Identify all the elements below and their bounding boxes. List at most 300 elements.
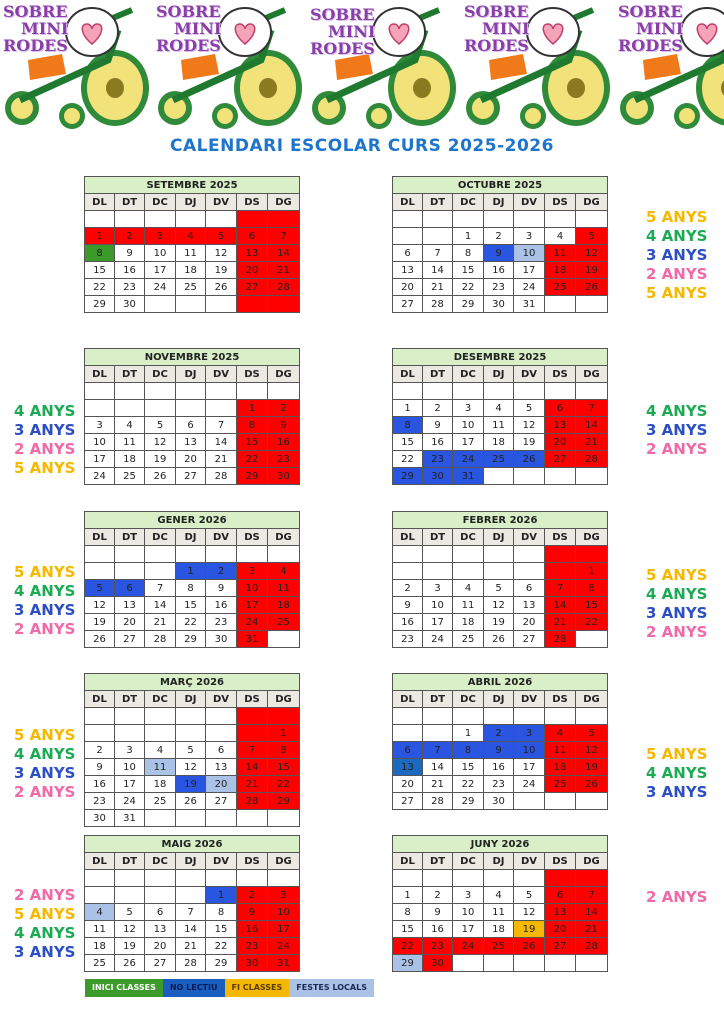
day-cell: 10: [514, 742, 545, 759]
weekday-header: DT: [423, 691, 453, 708]
weekday-header: DS: [237, 691, 268, 708]
day-cell: 28: [423, 793, 453, 810]
day-cell: 19: [484, 614, 514, 631]
day-cell: 17: [514, 262, 545, 279]
day-cell: 13: [206, 759, 237, 776]
day-cell: 3: [115, 742, 145, 759]
day-cell: [237, 211, 268, 228]
logo-tile: [461, 0, 611, 132]
day-cell: 12: [85, 597, 115, 614]
day-cell: [453, 546, 484, 563]
day-cell: 6: [206, 742, 237, 759]
day-cell: 11: [545, 245, 576, 262]
day-cell: [145, 383, 176, 400]
day-cell: [423, 870, 453, 887]
page-title: CALENDARI ESCOLAR CURS 2025-2026: [170, 136, 554, 156]
day-cell: [85, 725, 115, 742]
day-cell: 20: [514, 614, 545, 631]
day-cell: 21: [576, 434, 608, 451]
age-group-label: 5 ANYS: [14, 563, 76, 581]
weekday-header: DC: [453, 691, 484, 708]
age-group-label: 2 ANYS: [14, 886, 76, 904]
day-cell: [145, 725, 176, 742]
weekday-header: DG: [268, 366, 300, 383]
age-group-label: 4 ANYS: [646, 585, 708, 603]
age-group-label: 5 ANYS: [646, 208, 708, 226]
age-group-label: 2 ANYS: [14, 440, 76, 458]
day-cell: 27: [176, 468, 206, 485]
day-cell: [545, 296, 576, 313]
weekday-header: DL: [85, 691, 115, 708]
day-cell: 18: [545, 759, 576, 776]
age-group-label: 3 ANYS: [646, 246, 708, 264]
day-cell: 6: [393, 742, 423, 759]
age-group-label: 3 ANYS: [646, 604, 708, 622]
month-calendar: [84, 835, 300, 972]
day-cell: [206, 211, 237, 228]
day-cell: 23: [423, 451, 453, 468]
day-cell: [423, 563, 453, 580]
day-cell: 26: [514, 938, 545, 955]
day-cell: [514, 955, 545, 972]
logo-text-line: MINI: [636, 19, 684, 38]
day-cell: 4: [145, 742, 176, 759]
day-cell: 12: [576, 245, 608, 262]
day-cell: [514, 870, 545, 887]
day-cell: 7: [576, 400, 608, 417]
day-cell: 13: [145, 921, 176, 938]
day-cell: 28: [576, 938, 608, 955]
day-cell: 2: [85, 742, 115, 759]
day-cell: [237, 810, 268, 827]
weekday-header: DL: [393, 194, 423, 211]
logo-text-line: MINI: [21, 19, 69, 38]
day-cell: [576, 708, 608, 725]
age-group-list: [14, 402, 76, 478]
logo-text: [310, 6, 375, 57]
month-title: FEBRER 2026: [393, 512, 608, 529]
day-cell: 13: [545, 417, 576, 434]
day-cell: 20: [545, 921, 576, 938]
month-title: JUNY 2026: [393, 836, 608, 853]
day-cell: 25: [268, 614, 300, 631]
day-cell: 2: [268, 400, 300, 417]
weekday-header: DJ: [484, 194, 514, 211]
month-calendar: [392, 348, 608, 485]
day-cell: 24: [514, 776, 545, 793]
weekday-header: DC: [145, 691, 176, 708]
day-cell: 23: [115, 279, 145, 296]
month-title: GENER 2026: [85, 512, 300, 529]
day-cell: [268, 211, 300, 228]
day-cell: [85, 546, 115, 563]
day-cell: 8: [237, 417, 268, 434]
day-cell: 25: [115, 468, 145, 485]
day-cell: 12: [576, 742, 608, 759]
day-cell: 27: [115, 631, 145, 648]
day-cell: 11: [115, 434, 145, 451]
day-cell: 3: [268, 887, 300, 904]
day-cell: 17: [268, 921, 300, 938]
day-cell: [514, 211, 545, 228]
weekday-header: DT: [423, 853, 453, 870]
day-cell: [545, 546, 576, 563]
day-cell: 9: [393, 597, 423, 614]
day-cell: [484, 211, 514, 228]
day-cell: 16: [206, 597, 237, 614]
weekday-header: DV: [206, 529, 237, 546]
day-cell: [453, 211, 484, 228]
day-cell: 20: [115, 614, 145, 631]
day-cell: [145, 870, 176, 887]
day-cell: 6: [145, 904, 176, 921]
day-cell: 16: [237, 921, 268, 938]
day-cell: 18: [268, 597, 300, 614]
day-cell: [176, 400, 206, 417]
weekday-header: DV: [514, 853, 545, 870]
day-cell: [237, 870, 268, 887]
day-cell: 29: [453, 296, 484, 313]
day-cell: [576, 296, 608, 313]
day-cell: 25: [176, 279, 206, 296]
legend-item: FESTES LOCALS: [289, 979, 374, 997]
weekday-header: DC: [453, 853, 484, 870]
day-cell: 24: [145, 279, 176, 296]
logo-tile: [153, 0, 303, 132]
logo-text-line: SOBRE: [310, 5, 375, 24]
day-cell: 7: [176, 904, 206, 921]
day-cell: [85, 211, 115, 228]
day-cell: 12: [145, 434, 176, 451]
month-title: OCTUBRE 2025: [393, 177, 608, 194]
day-cell: 19: [176, 776, 206, 793]
legend: [85, 979, 374, 997]
weekday-header: DG: [268, 194, 300, 211]
day-cell: [423, 383, 453, 400]
day-cell: 20: [206, 776, 237, 793]
day-cell: 19: [576, 262, 608, 279]
logo-text: [156, 3, 221, 54]
day-cell: 26: [115, 955, 145, 972]
weekday-header: DT: [115, 853, 145, 870]
weekday-header: DL: [85, 366, 115, 383]
day-cell: [268, 870, 300, 887]
day-cell: 5: [176, 742, 206, 759]
month-title: MARÇ 2026: [85, 674, 300, 691]
day-cell: 6: [176, 417, 206, 434]
day-cell: 10: [268, 904, 300, 921]
day-cell: [206, 725, 237, 742]
day-cell: 7: [206, 417, 237, 434]
day-cell: [514, 793, 545, 810]
logo-text-line: RODES: [156, 36, 221, 55]
day-cell: 15: [176, 597, 206, 614]
day-cell: [176, 870, 206, 887]
month-calendar: [84, 511, 300, 648]
day-cell: [484, 870, 514, 887]
day-cell: [484, 468, 514, 485]
month-calendar: [392, 511, 608, 648]
day-cell: 15: [268, 759, 300, 776]
day-cell: 3: [423, 580, 453, 597]
day-cell: 1: [393, 400, 423, 417]
day-cell: 15: [393, 921, 423, 938]
day-cell: 24: [453, 938, 484, 955]
day-cell: 13: [393, 262, 423, 279]
day-cell: [85, 887, 115, 904]
weekday-header: DJ: [176, 529, 206, 546]
day-cell: 30: [115, 296, 145, 313]
age-group-label: 4 ANYS: [646, 227, 708, 245]
weekday-header: DV: [206, 853, 237, 870]
day-cell: 1: [576, 563, 608, 580]
day-cell: 24: [237, 614, 268, 631]
day-cell: 19: [206, 262, 237, 279]
day-cell: 30: [484, 793, 514, 810]
day-cell: 17: [423, 614, 453, 631]
day-cell: 28: [176, 955, 206, 972]
day-cell: 14: [268, 245, 300, 262]
legend-item: INICI CLASSES: [85, 979, 163, 997]
day-cell: 30: [423, 955, 453, 972]
day-cell: 12: [176, 759, 206, 776]
day-cell: 19: [576, 759, 608, 776]
day-cell: 2: [484, 725, 514, 742]
day-cell: [176, 887, 206, 904]
day-cell: 15: [206, 921, 237, 938]
day-cell: 28: [268, 279, 300, 296]
day-cell: 23: [393, 631, 423, 648]
day-cell: 17: [85, 451, 115, 468]
day-cell: 23: [237, 938, 268, 955]
day-cell: 5: [576, 228, 608, 245]
day-cell: 3: [453, 887, 484, 904]
day-cell: [393, 708, 423, 725]
day-cell: 13: [176, 434, 206, 451]
day-cell: [85, 563, 115, 580]
logo-text: [618, 3, 683, 54]
day-cell: [115, 870, 145, 887]
weekday-header: DG: [268, 853, 300, 870]
day-cell: 10: [237, 580, 268, 597]
day-cell: [514, 383, 545, 400]
age-group-label: 3 ANYS: [646, 783, 708, 801]
day-cell: 19: [514, 434, 545, 451]
day-cell: [545, 563, 576, 580]
day-cell: 2: [393, 580, 423, 597]
day-cell: 20: [393, 279, 423, 296]
weekday-header: DV: [206, 691, 237, 708]
day-cell: 17: [453, 434, 484, 451]
day-cell: 13: [115, 597, 145, 614]
day-cell: [145, 400, 176, 417]
day-cell: 19: [85, 614, 115, 631]
day-cell: 13: [514, 597, 545, 614]
weekday-header: DJ: [484, 853, 514, 870]
day-cell: 5: [514, 400, 545, 417]
day-cell: 13: [393, 759, 423, 776]
day-cell: 23: [484, 279, 514, 296]
day-cell: [453, 870, 484, 887]
age-group-label: 2 ANYS: [14, 620, 76, 638]
weekday-header: DJ: [484, 691, 514, 708]
weekday-header: DS: [545, 529, 576, 546]
age-group-list: [646, 888, 708, 907]
weekday-header: DG: [576, 691, 608, 708]
age-group-label: 2 ANYS: [646, 623, 708, 641]
day-cell: 8: [85, 245, 115, 262]
day-cell: 2: [423, 400, 453, 417]
day-cell: 3: [514, 228, 545, 245]
day-cell: 22: [206, 938, 237, 955]
day-cell: [85, 383, 115, 400]
day-cell: 8: [393, 417, 423, 434]
month-title: SETEMBRE 2025: [85, 177, 300, 194]
weekday-header: DG: [268, 529, 300, 546]
weekday-header: DL: [85, 194, 115, 211]
day-cell: 21: [237, 776, 268, 793]
day-cell: 19: [514, 921, 545, 938]
day-cell: 28: [237, 793, 268, 810]
day-cell: 21: [206, 451, 237, 468]
age-group-label: 5 ANYS: [646, 566, 708, 584]
day-cell: [393, 870, 423, 887]
day-cell: [206, 810, 237, 827]
day-cell: [268, 546, 300, 563]
day-cell: 5: [514, 887, 545, 904]
day-cell: 22: [237, 451, 268, 468]
day-cell: 16: [268, 434, 300, 451]
day-cell: 1: [453, 228, 484, 245]
day-cell: [145, 708, 176, 725]
day-cell: [514, 708, 545, 725]
day-cell: 11: [453, 597, 484, 614]
day-cell: 12: [115, 921, 145, 938]
day-cell: 19: [115, 938, 145, 955]
weekday-header: DJ: [484, 366, 514, 383]
day-cell: 23: [423, 938, 453, 955]
day-cell: 26: [145, 468, 176, 485]
age-group-label: 5 ANYS: [14, 459, 76, 477]
logo-text-line: MINI: [482, 19, 530, 38]
age-group-label: 2 ANYS: [646, 440, 708, 458]
day-cell: 8: [268, 742, 300, 759]
weekday-header: DT: [115, 529, 145, 546]
weekday-header: DL: [85, 853, 115, 870]
month-title: MAIG 2026: [85, 836, 300, 853]
day-cell: [145, 887, 176, 904]
day-cell: [115, 211, 145, 228]
day-cell: 15: [237, 434, 268, 451]
weekday-header: DG: [576, 853, 608, 870]
day-cell: 27: [145, 955, 176, 972]
day-cell: 22: [393, 451, 423, 468]
day-cell: 29: [393, 468, 423, 485]
day-cell: [206, 546, 237, 563]
day-cell: 11: [484, 904, 514, 921]
weekday-header: DS: [545, 853, 576, 870]
logo-text-line: SOBRE: [618, 2, 683, 21]
day-cell: 5: [145, 417, 176, 434]
day-cell: [176, 725, 206, 742]
logo-text-line: RODES: [464, 36, 529, 55]
day-cell: [484, 563, 514, 580]
age-group-list: [14, 726, 76, 802]
age-group-label: 3 ANYS: [646, 421, 708, 439]
weekday-header: DJ: [176, 194, 206, 211]
weekday-header: DC: [145, 529, 176, 546]
day-cell: 29: [453, 793, 484, 810]
day-cell: 21: [145, 614, 176, 631]
age-group-label: 5 ANYS: [646, 745, 708, 763]
day-cell: 12: [514, 417, 545, 434]
day-cell: 8: [453, 245, 484, 262]
day-cell: 24: [85, 468, 115, 485]
day-cell: [268, 631, 300, 648]
weekday-header: DV: [514, 194, 545, 211]
day-cell: [545, 708, 576, 725]
day-cell: 1: [237, 400, 268, 417]
day-cell: 13: [237, 245, 268, 262]
day-cell: [484, 955, 514, 972]
day-cell: 21: [545, 614, 576, 631]
day-cell: 1: [393, 887, 423, 904]
weekday-header: DG: [576, 194, 608, 211]
day-cell: 9: [484, 742, 514, 759]
day-cell: 1: [85, 228, 115, 245]
day-cell: [393, 211, 423, 228]
day-cell: 29: [85, 296, 115, 313]
weekday-header: DJ: [176, 366, 206, 383]
day-cell: 25: [453, 631, 484, 648]
logo-text-line: SOBRE: [3, 2, 68, 21]
logo-text-line: MINI: [328, 22, 376, 41]
day-cell: [206, 870, 237, 887]
day-cell: 3: [145, 228, 176, 245]
day-cell: [576, 870, 608, 887]
day-cell: 29: [237, 468, 268, 485]
age-group-label: 3 ANYS: [14, 421, 76, 439]
day-cell: [237, 708, 268, 725]
day-cell: 16: [484, 759, 514, 776]
day-cell: 3: [453, 400, 484, 417]
day-cell: [453, 708, 484, 725]
age-group-list: [14, 563, 76, 639]
day-cell: 13: [545, 904, 576, 921]
age-group-label: 5 ANYS: [14, 905, 76, 923]
day-cell: [237, 725, 268, 742]
day-cell: 30: [423, 468, 453, 485]
day-cell: 17: [237, 597, 268, 614]
day-cell: 16: [85, 776, 115, 793]
day-cell: 17: [115, 776, 145, 793]
day-cell: [176, 383, 206, 400]
day-cell: 8: [576, 580, 608, 597]
age-group-label: 2 ANYS: [646, 265, 708, 283]
day-cell: 9: [85, 759, 115, 776]
day-cell: [85, 870, 115, 887]
day-cell: 20: [545, 434, 576, 451]
day-cell: 5: [484, 580, 514, 597]
day-cell: 2: [484, 228, 514, 245]
day-cell: 14: [237, 759, 268, 776]
logo-text-line: SOBRE: [156, 2, 221, 21]
day-cell: 25: [484, 451, 514, 468]
day-cell: 12: [206, 245, 237, 262]
day-cell: [206, 400, 237, 417]
day-cell: 10: [85, 434, 115, 451]
day-cell: 28: [545, 631, 576, 648]
